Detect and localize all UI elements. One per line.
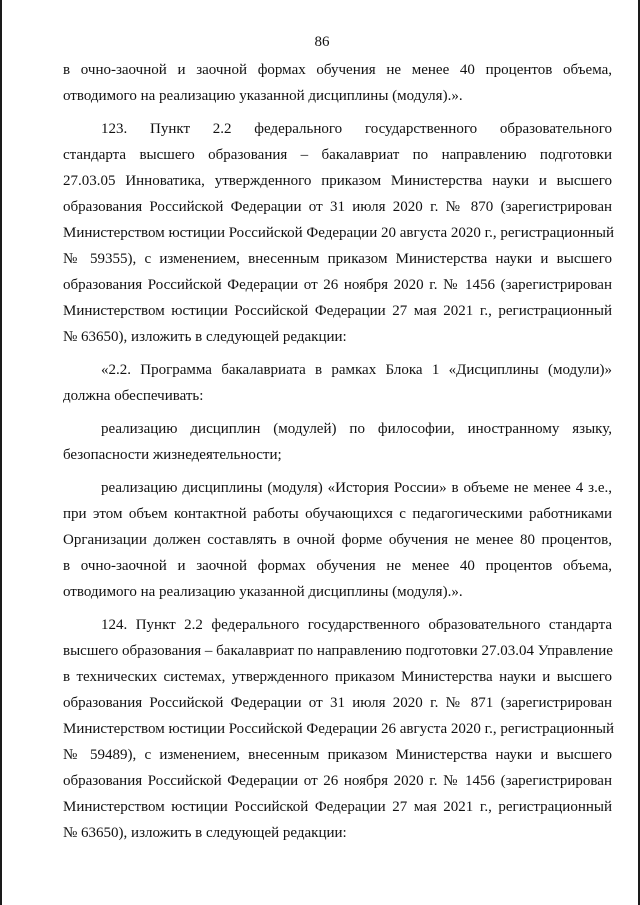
page-number: 86 (314, 34, 330, 50)
paragraph-123-line: Министерством юстиции Российской Федерации 27 мая 2021 г., регистрационный (63, 303, 612, 319)
list-item-line: реализацию дисциплины (модуля) «История России» в объеме не менее 4 з.е., (101, 480, 612, 496)
list-item-line: при этом объем контактной работы обучающихся с педагогическими работниками (63, 506, 612, 522)
paragraph-124-line: 124. Пункт 2.2 федерального государственного образовательного стандарта (101, 617, 612, 633)
paragraph-124-line: образования Российской Федерации от 31 июля 2020 г. № 871 (зарегистрирован (63, 695, 612, 711)
paragraph-124-line: Министерством юстиции Российской Федерации 27 мая 2021 г., регистрационный (63, 799, 612, 815)
paragraph-124-line: в технических системах, утвержденного приказом Министерства науки и высшего (63, 669, 612, 685)
text-line: отводимого на реализацию указанной дисциплины (модуля).». (63, 88, 463, 104)
paragraph-123-line: образования Российской Федерации от 31 июля 2020 г. № 870 (зарегистрирован (63, 199, 612, 215)
paragraph-124-line: № 59489), с изменением, внесенным приказом Министерства науки и высшего (63, 747, 612, 763)
paragraph-124-line: высшего образования – бакалавриат по направлению подготовки 27.03.04 Управление (63, 643, 613, 659)
paragraph-123-line: 123. Пункт 2.2 федерального государственного образовательного (101, 121, 612, 137)
paragraph-124-line: Министерством юстиции Российской Федерации 26 августа 2020 г., регистрационный (63, 721, 614, 737)
paragraph-123-line: 27.03.05 Инноватика, утвержденного приказом Министерства науки и высшего (63, 173, 612, 189)
paragraph-123-line: № 59355), с изменением, внесенным приказом Министерства науки и высшего (63, 251, 612, 267)
paragraph-124-line: № 63650), изложить в следующей редакции: (63, 825, 347, 841)
list-item-line: отводимого на реализацию указанной дисциплины (модуля).». (63, 584, 463, 600)
text-line: в очно-заочной и заочной формах обучения не менее 40 процентов объема, (63, 62, 612, 78)
paragraph-123-line: Министерством юстиции Российской Федерации 20 августа 2020 г., регистрационный (63, 225, 614, 241)
paragraph-123-line: стандарта высшего образования – бакалавриат по направлению подготовки (63, 147, 612, 163)
document-body (63, 57, 612, 846)
paragraph-123-line: образования Российской Федерации от 26 ноября 2020 г. № 1456 (зарегистрирован (63, 277, 612, 293)
paragraph-124-line: образования Российской Федерации от 26 ноября 2020 г. № 1456 (зарегистрирован (63, 773, 612, 789)
list-item-line: Организации должен составлять в очной форме обучения не менее 80 процентов, (63, 532, 612, 548)
list-item-line: в очно-заочной и заочной формах обучения не менее 40 процентов объема, (63, 558, 612, 574)
list-item-line: реализацию дисциплин (модулей) по философии, иностранному языку, (101, 421, 612, 437)
quoted-paragraph-line: должна обеспечивать: (63, 388, 204, 404)
paragraph-123-line: № 63650), изложить в следующей редакции: (63, 329, 347, 345)
quoted-paragraph-line: «2.2. Программа бакалавриата в рамках Блока 1 «Дисциплины (модули)» (101, 362, 612, 378)
list-item-line: безопасности жизнедеятельности; (63, 447, 282, 463)
